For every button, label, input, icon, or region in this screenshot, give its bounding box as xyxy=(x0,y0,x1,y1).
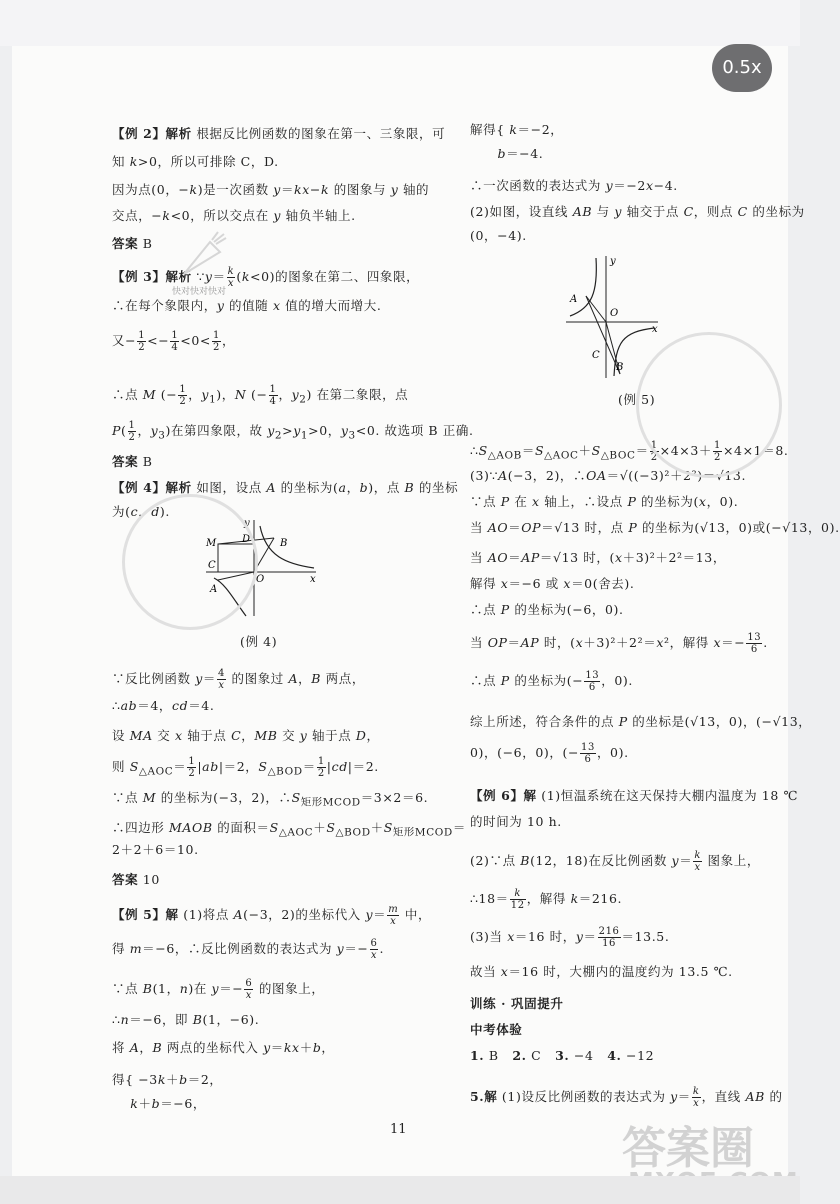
right-text-line: (3)∵A(−3，2)，∴OA＝√((−3)²＋2²)＝√13. xyxy=(470,468,747,483)
page-number: 11 xyxy=(390,1122,407,1137)
right-text-line: 当 OP＝AP 时，(x＋3)²＋2²＝x²，解得 x＝− $\frac{13}{6}$ . xyxy=(470,632,768,655)
fig5-label-y: y xyxy=(610,256,616,267)
left-text-line: 将 A，B 两点的坐标代入 y＝kx＋b， xyxy=(112,1040,335,1055)
fig5-label-C: C xyxy=(592,350,600,361)
right-text-line: ∴一次函数的表达式为 y＝−2x−4. xyxy=(470,178,678,193)
left-text-line: ∴在每个象限内，y 的值随 x 值的增大而增大. xyxy=(112,298,382,313)
left-text-line: 则 $S_{\triangle AOC}=$ $\frac{1}{2}$ |ab|＝2，$S_{\triangle BOD}=$ $\frac{1}{2}$ |cd|＝2. xyxy=(112,756,379,779)
right-text-line: 训练 · 巩固提升 xyxy=(470,996,564,1011)
right-text-line: ∴点 P 的坐标为(−6，0). xyxy=(470,602,624,617)
right-text-line: (例 5) xyxy=(618,392,656,407)
right-text-line: 的时间为 10 h. xyxy=(470,814,562,829)
fig4-label-x: x xyxy=(310,574,316,585)
left-text-line: 为(c，d). xyxy=(112,504,170,519)
playback-speed-button[interactable]: 0.5x xyxy=(712,44,772,92)
watermark-stamp-right xyxy=(636,332,782,478)
left-text-line: ∵点 B(1，n)在 y＝− $\frac{6}{x}$ 的图象上， xyxy=(112,978,325,1001)
carrot-icon xyxy=(176,228,228,282)
fig5-label-O: O xyxy=(610,308,619,319)
fig4-label-B: B xyxy=(280,538,288,549)
right-text-line: $\therefore S_{\triangle AOB}=S_{\triangle AOC}+S_{\triangle BOC}=$ $\frac{1}{2}$ ×4×3＋ $\frac{1}{2}$ ×4×1＝8. xyxy=(470,440,789,463)
watermark-carrot-logo xyxy=(176,228,228,282)
left-text-line: 答案 B xyxy=(112,236,153,251)
left-text-line: ∴n＝−6，即 B(1，−6). xyxy=(112,1012,260,1027)
left-text-line: ∴ab＝4，cd＝4. xyxy=(112,698,215,713)
right-text-line: 当 AO＝AP＝√13 时，(x＋3)²＋2²＝13， xyxy=(470,550,726,565)
right-text-line: ∴18＝ $\frac{k}{12}$ ，解得 k＝216. xyxy=(470,888,623,911)
fig5-label-x: x xyxy=(652,324,658,335)
left-text-line: 2＋2＋6＝10. xyxy=(112,842,199,857)
right-text-line: 0)，(−6，0)，(− $\frac{13}{6}$ ，0). xyxy=(470,742,629,765)
fig5-curve-left xyxy=(570,258,596,316)
right-text-line: 当 AO＝OP＝√13 时，点 P 的坐标为(√13，0)或(−√13，0). xyxy=(470,520,840,535)
left-text-line: ∵反比例函数 y＝ $\frac{4}{x}$ 的图象过 A，B 两点， xyxy=(112,668,365,691)
left-text-line: 因为点(0，−k)是一次函数 y＝kx−k 的图象与 y 轴的 xyxy=(112,182,430,197)
fig5-label-A: A xyxy=(570,294,578,305)
left-text-line: 交点，−k<0，所以交点在 y 轴负半轴上. xyxy=(112,208,356,223)
fig4-label-y: y xyxy=(244,518,250,529)
right-text-line: (2)∵点 B(12，18)在反比例函数 y＝ $\frac{k}{x}$ 图象上， xyxy=(470,850,760,873)
right-text-line: 中考体验 xyxy=(470,1022,523,1037)
fig4-label-O: O xyxy=(256,574,265,585)
right-text-line: (0，−4). xyxy=(470,228,527,243)
left-text-line: 答案 B xyxy=(112,454,153,469)
left-text-line: P( $\frac{1}{2}$ ，$y_3$)在第四象限，故 $y_2>y_1>0$，$y_3<0$. 故选项 B 正确. xyxy=(112,420,474,443)
watermark-carrot-text: 快对快对快对 xyxy=(172,287,227,297)
left-text-line: (例 4) xyxy=(240,634,278,649)
fig4-label-C: C xyxy=(208,560,216,571)
left-text-line: 得 m＝−6，∴反比例函数的表达式为 y＝− $\frac{6}{x}$ . xyxy=(112,938,385,961)
left-text-line: k＋b＝−6， xyxy=(130,1096,207,1111)
watermark-stamp-left xyxy=(122,494,258,630)
left-text-line: ∵点 M 的坐标为(−3，2)，$\therefore S_{矩形MCOD}=3\times 2=6$. xyxy=(112,790,429,809)
right-text-line: (3)当 x＝16 时，y＝ $\frac{216}{16}$ ＝13.5. xyxy=(470,926,670,949)
fig4-label-M: M xyxy=(206,538,217,549)
right-text-line: 解得{ k＝−2， xyxy=(470,122,564,137)
bottom-bar xyxy=(0,1176,800,1204)
right-text-line: 【例 6】解 (1)恒温系统在这天保持大棚内温度为 18 ℃ xyxy=(470,788,799,803)
left-text-line: 设 MA 交 x 轴于点 C，MB 交 y 轴于点 D， xyxy=(112,728,380,743)
right-text-line: (2)如图，设直线 AB 与 y 轴交于点 C，则点 C 的坐标为 xyxy=(470,204,805,219)
left-text-line: 【例 2】解析 根据反比例函数的图象在第一、三象限，可 xyxy=(112,126,446,141)
top-bar xyxy=(0,0,800,46)
right-text-line: 解得 x＝−6 或 x＝0(舍去). xyxy=(470,576,635,591)
left-text-line: 得{ −3k＋b＝2， xyxy=(112,1072,223,1087)
right-text-line: ∴点 P 的坐标为(− $\frac{13}{6}$ ，0). xyxy=(470,670,633,693)
watermark-brand: 答案圈 xyxy=(622,1123,754,1174)
left-text-line: 又− $\frac{1}{2}$ <− $\frac{1}{4}$ <0< $\frac{1}{2}$ ， xyxy=(112,330,236,353)
left-text-line: 【例 4】解析 如图，设点 A 的坐标为(a，b)，点 B 的坐标 xyxy=(112,480,459,495)
left-text-line: ∴四边形 MAOB 的面积$=S_{\triangle AOC}+S_{\triangle BOD}+S_{矩形MCOD}=$ xyxy=(112,820,466,839)
fig4-label-A: A xyxy=(210,584,218,595)
right-text-line: b＝−4. xyxy=(497,146,544,161)
left-text-line: 答案 10 xyxy=(112,872,160,887)
left-text-line: 【例 5】解 (1)将点 A(−3，2)的坐标代入 y＝ $\frac{m}{x}$ 中， xyxy=(112,904,432,927)
right-text-line: 5.解 (1)设反比例函数的表达式为 y＝ $\frac{k}{x}$ ，直线 AB 的 xyxy=(470,1086,783,1109)
right-text-line: 故当 x＝16 时，大棚内的温度约为 13.5 ℃. xyxy=(470,964,733,979)
left-text-line: 知 k>0，所以可排除 C，D. xyxy=(112,154,279,169)
left-text-line: ∴点 M (− $\frac{1}{2}$ ，$y_1$)，N (− $\frac{1}{4}$ ，$y_2$) 在第二象限，点 xyxy=(112,384,409,407)
left-text-line: 【例 3】解析 ∵y＝ $\frac{k}{x}$ (k<0)的图象在第二、四象限， xyxy=(112,266,420,289)
fig4-label-D: D xyxy=(242,534,251,545)
right-text-line: ∵点 P 在 x 轴上，∴设点 P 的坐标为(x，0). xyxy=(470,494,739,509)
fig5-label-B: B xyxy=(616,362,624,373)
right-text-line: 综上所述，符合条件的点 P 的坐标是(√13，0)，(−√13， xyxy=(470,714,812,729)
right-text-line: 1. B 2. C 3. −4 4. −12 xyxy=(470,1048,655,1063)
